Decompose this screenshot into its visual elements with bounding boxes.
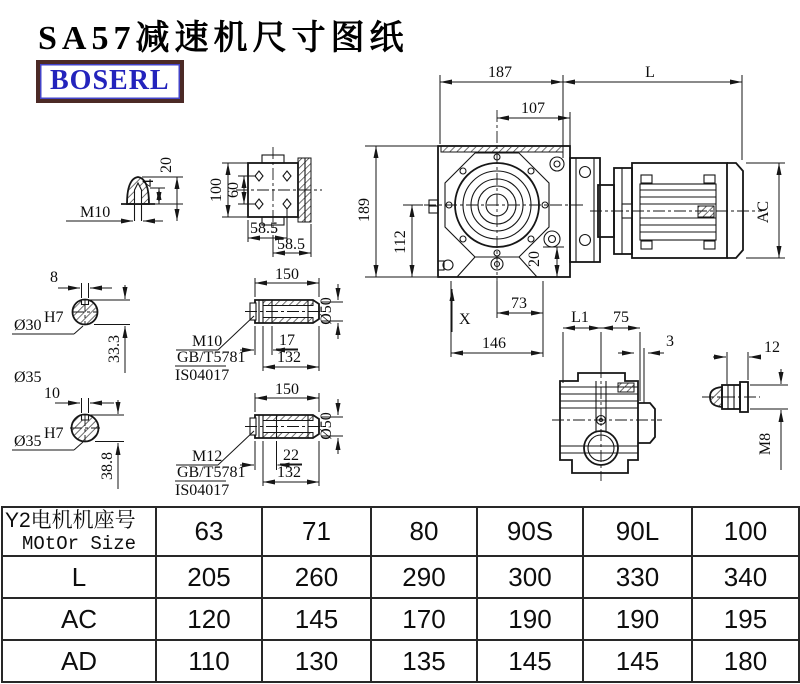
sleeve2-bolt-label: M12 <box>192 448 223 465</box>
main-foot-pitch-dim: 146 <box>482 335 506 352</box>
table-cell: 260 <box>262 556 371 598</box>
motor-size-header-cell <box>2 507 156 556</box>
flange-top-view <box>208 147 322 257</box>
table-cell: 135 <box>371 640 477 682</box>
sleeve2-length-dim: 150 <box>275 381 299 398</box>
size-col-0: 63 <box>156 507 262 556</box>
plug-depth-dim: 4 <box>140 179 157 187</box>
motor-size-label-cn: Y2电机机座号 <box>5 508 136 532</box>
main-motor-dia-dim: AC <box>755 200 772 224</box>
table-cell: 145 <box>583 640 692 682</box>
top-3-dim: 3 <box>666 333 674 350</box>
bore30-section-view <box>12 269 130 386</box>
sleeve1-thread-len-dim: 17 <box>279 332 295 349</box>
bore35-key-depth-dim: 38.8 <box>99 452 116 480</box>
size-col-3: 90S <box>477 507 583 556</box>
main-plug-offset-dim: 20 <box>526 251 543 267</box>
size-col-4: 90L <box>583 507 692 556</box>
sleeve2-dia-dim: Ø50 <box>318 412 335 440</box>
size-col-1: 71 <box>262 507 371 556</box>
plug-thread-label: M10 <box>80 204 111 221</box>
bolt-thread-label: M8 <box>757 432 774 456</box>
table-row-AC <box>2 598 799 640</box>
table-cell: 195 <box>692 598 799 640</box>
table-cell: 110 <box>156 640 262 682</box>
breather-plug-view <box>66 157 183 221</box>
sleeve2-std1-label: GB/T5781 <box>177 464 246 481</box>
table-cell: 330 <box>583 556 692 598</box>
bore35-section-view <box>12 385 124 489</box>
sleeve1-length-dim: 150 <box>275 266 299 283</box>
bore35-dia-label: Ø35 <box>14 433 42 450</box>
sleeve1-inner-len-dim: 132 <box>277 349 301 366</box>
flange-pitch-a-dim: 58.5 <box>250 220 278 237</box>
bore30-key-depth-dim: 33.3 <box>106 335 123 363</box>
table-cell: 190 <box>583 598 692 640</box>
plug-height-dim: 20 <box>158 157 175 173</box>
sleeve1-bolt-label: M10 <box>192 333 223 350</box>
table-cell: 205 <box>156 556 262 598</box>
sleeve1-std1-label: GB/T5781 <box>177 349 246 366</box>
table-cell: 170 <box>371 598 477 640</box>
bolt-detail-view <box>702 339 788 470</box>
table-cell: 130 <box>262 640 371 682</box>
table-cell: 300 <box>477 556 583 598</box>
table-cell: 120 <box>156 598 262 640</box>
table-cell: 145 <box>477 640 583 682</box>
table-cell: 340 <box>692 556 799 598</box>
brand-logo-text: BOSERL <box>50 65 170 96</box>
bore35-key-width-dim: 10 <box>44 385 60 402</box>
table-cell: 180 <box>692 640 799 682</box>
sleeve2-thread-len-dim: 22 <box>283 447 299 464</box>
motor-size-label-en: MOtOr Size <box>21 532 137 555</box>
row-label-L: L <box>2 556 156 598</box>
flange-pitch-b-dim: 58.5 <box>277 236 305 253</box>
bolt-12-dim: 12 <box>764 339 780 356</box>
main-center-to-face-dim: 107 <box>521 100 545 117</box>
bore30-fit-label: H7 <box>44 309 64 326</box>
main-height-dim: 189 <box>356 198 373 222</box>
sleeve2-inner-len-dim: 132 <box>277 464 301 481</box>
sleeve2-std2-label: IS04017 <box>175 482 230 499</box>
page-title: SA57减速机尺寸图纸 <box>38 20 409 57</box>
gearbox-top-view <box>552 309 674 481</box>
bore30-outer-dia-label: Ø35 <box>14 369 42 386</box>
table-row-L <box>2 556 799 598</box>
main-motor-len-dim: L <box>645 64 655 81</box>
size-col-5: 100 <box>692 507 799 556</box>
table-row-AD <box>2 640 799 682</box>
table-cell: 190 <box>477 598 583 640</box>
table-cell: 145 <box>262 598 371 640</box>
table-cell: 290 <box>371 556 477 598</box>
bore30-dia-label: Ø30 <box>14 317 42 334</box>
size-table <box>1 506 800 683</box>
top-l1-dim: L1 <box>571 309 589 326</box>
bore35-fit-label: H7 <box>44 425 64 442</box>
table-row-header <box>2 507 799 556</box>
main-half-pitch-dim: 73 <box>511 295 527 312</box>
top-75-dim: 75 <box>613 309 629 326</box>
sleeve1-view <box>175 266 343 384</box>
main-housing-len-dim: 187 <box>488 64 512 81</box>
bore30-key-width-dim: 8 <box>50 269 58 286</box>
size-col-2: 80 <box>371 507 477 556</box>
row-label-AD: AD <box>2 640 156 682</box>
sleeve1-std2-label: IS04017 <box>175 367 230 384</box>
flange-width-total-dim: 100 <box>208 178 225 202</box>
brand-logo <box>36 60 184 103</box>
sleeve1-dia-dim: Ø50 <box>318 297 335 325</box>
flange-width-inner-dim: 60 <box>225 182 242 198</box>
row-label-AC: AC <box>2 598 156 640</box>
main-x-mark: X <box>459 311 471 328</box>
main-center-height-dim: 112 <box>392 230 409 254</box>
sleeve2-view <box>175 381 343 499</box>
